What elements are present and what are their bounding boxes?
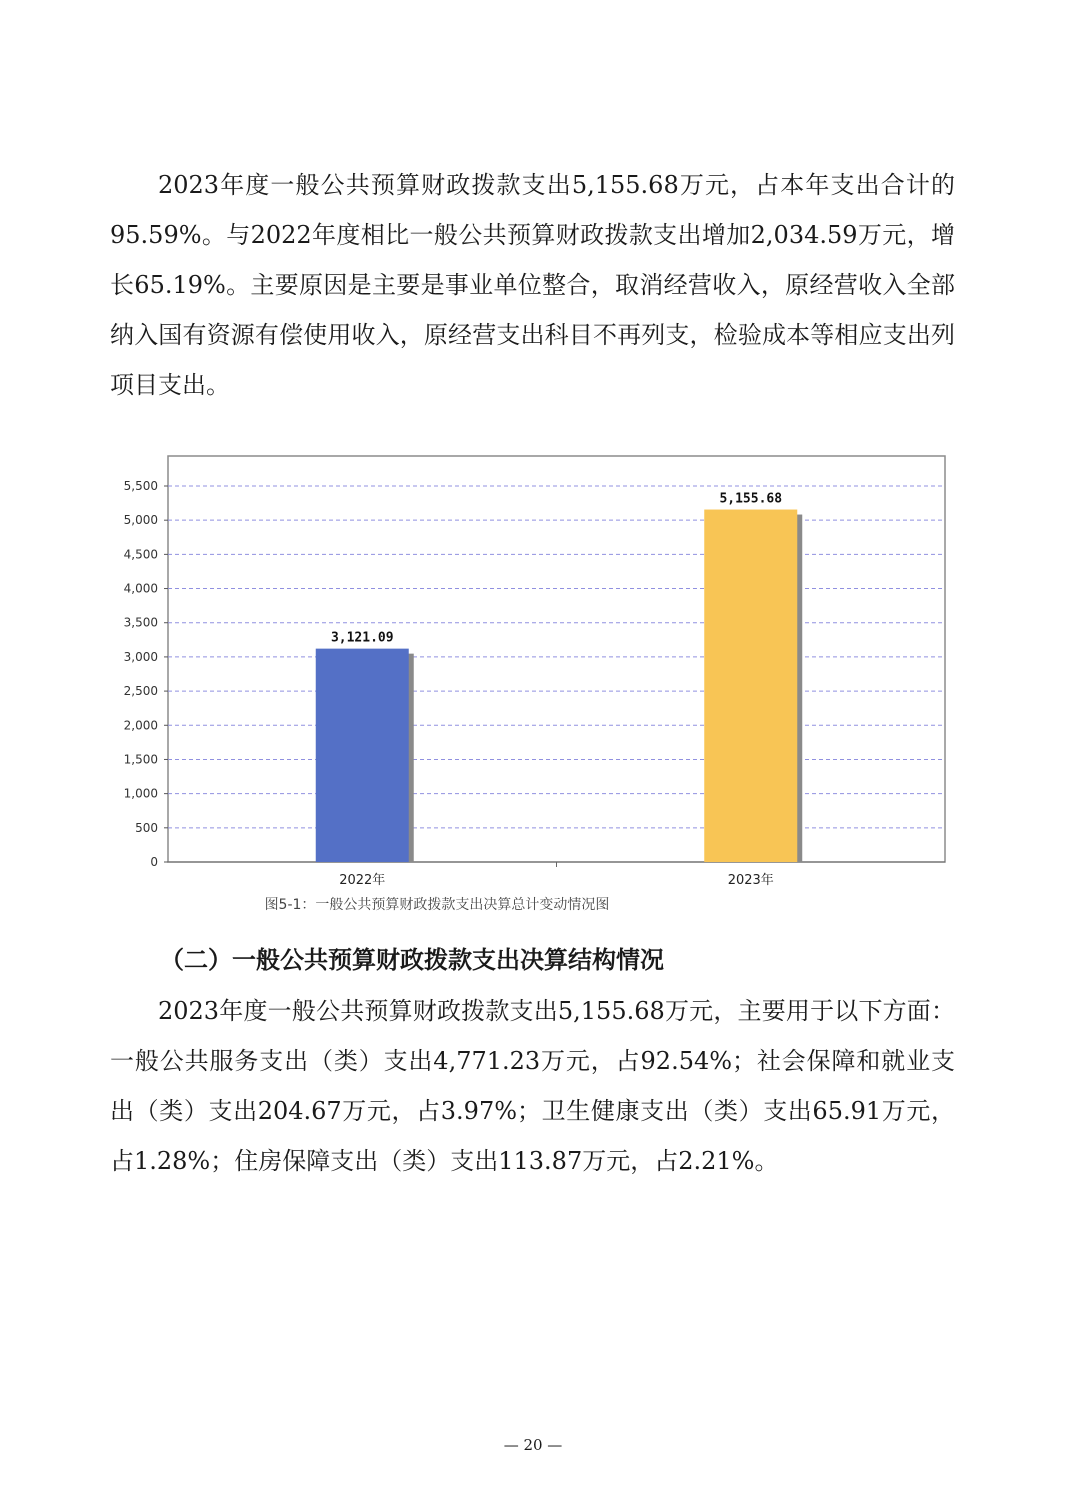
section-heading: （二）一般公共预算财政拨款支出决算结构情况 xyxy=(160,946,664,974)
y-tick-label: 5,000 xyxy=(123,513,158,528)
bar-value-label: 3,121.09 xyxy=(330,630,394,646)
body-paragraph-1: 2023年度一般公共预算财政拨款支出5,155.68万元，占本年支出合计的95.59%。与2022年度相比一般公共预算财政拨款支出增加2,034.59万元，增长65.19%。主要原因是主要是事业单位整合，取消经营收入，原经营收入全部纳入国有资源有偿使用收入，原经营支出科目不再列支，检验成本等相应支出列项目支出。 xyxy=(110,171,955,399)
expenditure-bar-chart xyxy=(100,450,960,920)
page-number: — 20 — xyxy=(503,1436,563,1454)
body-paragraph-2: 2023年度一般公共预算财政拨款支出5,155.68万元，主要用于以下方面：一般公共服务支出（类）支出4,771.23万元，占92.54%；社会保障和就业支出（类）支出204.67万元，占3.97%；卫生健康支出（类）支出65.91万元，占1.28%；住房保障支出（类）支出113.87万元，占2.21%。 xyxy=(110,997,955,1175)
bar-2023年 xyxy=(704,510,797,862)
y-tick-label: 3,500 xyxy=(123,615,158,630)
y-axis-ticks xyxy=(124,479,168,869)
y-tick-label: 4,500 xyxy=(123,547,158,562)
x-tick-label: 2023年 xyxy=(727,873,774,888)
y-tick-label: 0 xyxy=(150,855,158,869)
y-tick-label: 1,500 xyxy=(123,752,158,767)
y-tick-label: 1,000 xyxy=(123,786,158,801)
y-tick-label: 5,500 xyxy=(123,479,158,493)
y-tick-label: 2,000 xyxy=(123,718,158,733)
bar-value-label: 5,155.68 xyxy=(719,491,783,507)
x-axis-ticks xyxy=(339,862,774,888)
bar-2022年 xyxy=(316,649,409,862)
y-tick-label: 4,000 xyxy=(123,581,158,596)
y-tick-label: 3,000 xyxy=(123,649,158,664)
plot-area xyxy=(168,456,945,862)
y-tick-label: 500 xyxy=(135,820,158,835)
chart-title: 图5-1：一般公共预算财政拨款支出决算总计变动情况图 xyxy=(264,897,610,913)
chart-svg xyxy=(100,450,960,920)
x-tick-label: 2022年 xyxy=(339,873,386,888)
y-tick-label: 2,500 xyxy=(123,684,158,699)
